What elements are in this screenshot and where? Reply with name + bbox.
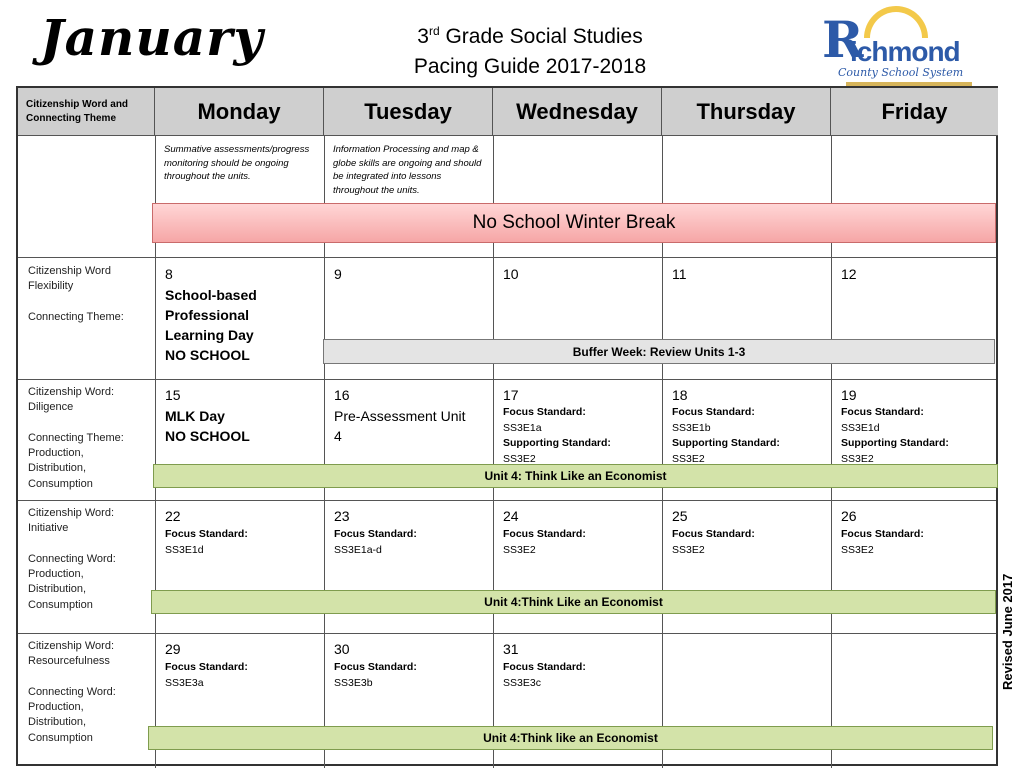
day-event-line: Pre-Assessment Unit <box>334 408 466 424</box>
standards <box>841 527 924 558</box>
focus-standard: SS3E2 <box>503 543 536 556</box>
focus-label: Focus Standard: <box>841 528 924 540</box>
month-title: January <box>40 8 264 67</box>
day-event-line: School-based <box>165 287 257 303</box>
standards <box>672 527 755 558</box>
unit4-banner-week4: Unit 4:Think Like an Economist <box>151 590 996 614</box>
day-event-line: NO SCHOOL <box>165 428 250 444</box>
day-event-line: MLK Day <box>165 408 225 424</box>
focus-label: Focus Standard: <box>672 406 755 418</box>
focus-standard: SS3E1d <box>841 421 880 434</box>
focus-label: Focus Standard: <box>334 661 417 673</box>
standards <box>165 527 248 558</box>
standards <box>334 527 417 558</box>
revised-date: Revised June 2017 <box>1000 573 1015 690</box>
day-number: 11 <box>672 266 687 282</box>
focus-label: Focus Standard: <box>841 406 924 418</box>
focus-label: Focus Standard: <box>165 661 248 673</box>
supporting-label: Supporting Standard: <box>503 437 611 449</box>
focus-standard: SS3E1b <box>672 421 711 434</box>
day-number: 10 <box>503 266 519 282</box>
standards <box>672 405 780 467</box>
focus-standard: SS3E1a <box>503 421 542 434</box>
supporting-label: Supporting Standard: <box>672 437 780 449</box>
day-event-line: NO SCHOOL <box>165 347 250 363</box>
focus-label: Focus Standard: <box>503 406 586 418</box>
logo-name: ichmond <box>850 36 960 67</box>
focus-standard: SS3E2 <box>672 543 705 556</box>
day-number: 22 <box>165 508 181 524</box>
day-number: 26 <box>841 508 857 524</box>
header-citizenship: Citizenship Word and Connecting Theme <box>18 88 155 136</box>
focus-label: Focus Standard: <box>334 528 417 540</box>
header-monday: Monday <box>155 88 324 136</box>
standards <box>503 405 611 467</box>
standards <box>503 527 586 558</box>
day-number: 30 <box>334 641 350 657</box>
district-logo <box>822 6 992 90</box>
title-line2: Pacing Guide 2017-2018 <box>413 55 647 78</box>
week3-citizenship: Citizenship Word: Diligence Connecting Theme: Production, Distribution, Consumption <box>28 386 124 490</box>
header-thursday: Thursday <box>662 88 831 136</box>
focus-label: Focus Standard: <box>165 528 248 540</box>
header-tuesday: Tuesday <box>324 88 493 136</box>
unit4-banner-week3: Unit 4: Think Like an Economist <box>153 464 998 488</box>
buffer-week-banner: Buffer Week: Review Units 1-3 <box>323 339 995 364</box>
focus-standard: SS3E2 <box>841 543 874 556</box>
day-number: 8 <box>165 266 173 282</box>
standards <box>334 660 417 691</box>
day-event-line: Learning Day <box>165 327 254 343</box>
focus-standard: SS3E1d <box>165 543 204 556</box>
day-number: 9 <box>334 266 342 282</box>
day-number: 31 <box>503 641 519 657</box>
day-number: 17 <box>503 387 519 403</box>
standards <box>165 660 248 691</box>
focus-standard: SS3E3c <box>503 676 541 689</box>
week4-citizenship: Citizenship Word: Initiative Connecting Word: Production, Distribution, Consumption <box>28 507 116 611</box>
day-number: 16 <box>334 387 350 403</box>
row-divider <box>18 257 996 258</box>
header-friday: Friday <box>831 88 998 136</box>
row-divider <box>18 500 996 501</box>
focus-label: Focus Standard: <box>672 528 755 540</box>
title-rest: Grade Social Studies <box>439 25 643 48</box>
unit4-banner-week5: Unit 4:Think like an Economist <box>148 726 993 750</box>
logo-letter: R <box>822 10 864 69</box>
day-number: 19 <box>841 387 857 403</box>
week5-citizenship: Citizenship Word: Resourcefulness Connecting Word: Production, Distribution, Consumption <box>28 640 116 744</box>
day-number: 18 <box>672 387 688 403</box>
day-event-line: 4 <box>334 428 342 444</box>
winter-break-banner: No School Winter Break <box>152 203 996 243</box>
monday-note: Summative assessments/progress monitoring should be ongoing throughout the units. <box>164 144 310 182</box>
calendar-grid <box>16 86 998 766</box>
day-number: 25 <box>672 508 688 524</box>
supporting-standard: SS3E2 <box>503 452 536 465</box>
focus-standard: SS3E3a <box>165 676 204 689</box>
supporting-label: Supporting Standard: <box>841 437 949 449</box>
title-superscript: rd <box>428 24 440 38</box>
standards <box>503 660 586 691</box>
day-number: 29 <box>165 641 181 657</box>
row-divider <box>18 379 996 380</box>
row-divider <box>18 633 996 634</box>
focus-standard: SS3E3b <box>334 676 373 689</box>
day-number: 23 <box>334 508 350 524</box>
tuesday-note: Information Processing and map & globe skills are ongoing and should be integrated into lessons throughout the units. <box>333 144 482 196</box>
day-number: 12 <box>841 266 857 282</box>
standards <box>841 405 949 467</box>
sun-icon <box>864 6 928 38</box>
logo-subtitle: County School System <box>838 66 964 79</box>
supporting-standard: SS3E2 <box>672 452 705 465</box>
focus-label: Focus Standard: <box>503 661 586 673</box>
day-number: 24 <box>503 508 519 524</box>
day-event-line: Professional <box>165 307 250 323</box>
title-grade: 3 <box>417 25 429 48</box>
focus-standard: SS3E1a-d <box>334 543 382 556</box>
focus-label: Focus Standard: <box>503 528 586 540</box>
page-title <box>360 16 700 82</box>
header-wednesday: Wednesday <box>493 88 662 136</box>
day-number: 15 <box>165 387 181 403</box>
supporting-standard: SS3E2 <box>841 452 874 465</box>
week2-citizenship: Citizenship Word Flexibility Connecting Theme: <box>28 265 124 323</box>
